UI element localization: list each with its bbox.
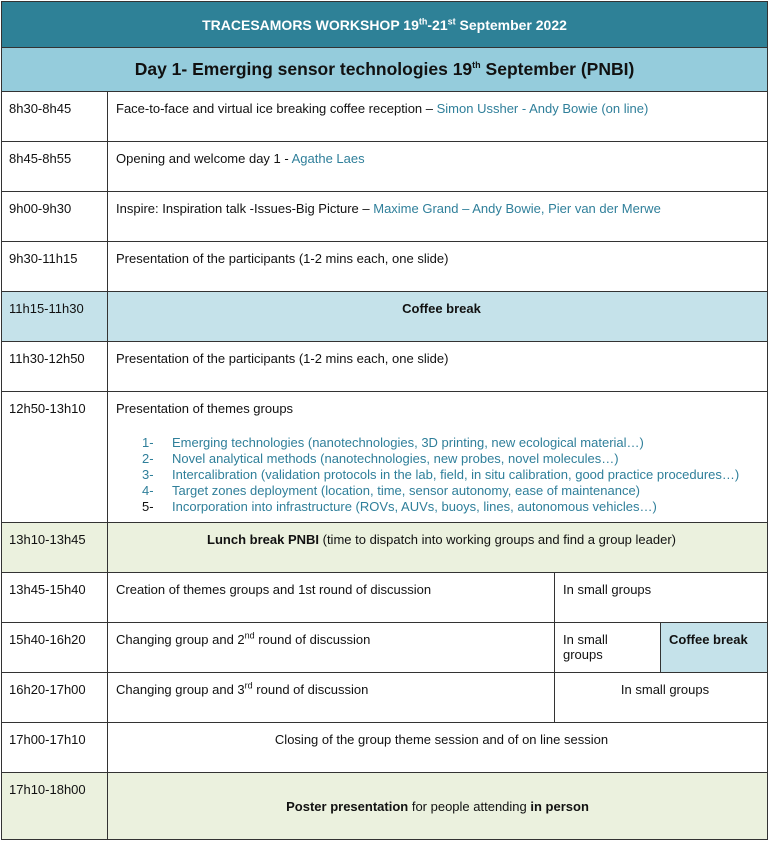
table-row: [2, 773, 768, 840]
time-cell: 11h15-11h30: [2, 292, 108, 342]
time-cell: 9h30-11h15: [2, 242, 108, 292]
table-row: [2, 673, 768, 723]
coffee-break-cell: Coffee break: [108, 292, 768, 342]
table-row: [2, 623, 768, 673]
schedule-table: [1, 1, 768, 840]
activity-cell: Presentation of the participants (1-2 mins each, one slide): [108, 242, 768, 292]
table-row: [2, 192, 768, 242]
table-row: [2, 392, 768, 523]
table-row: [2, 242, 768, 292]
list-item: 2- Novel analytical methods (nanotechnologies, new probes, novel molecules…): [142, 451, 619, 466]
list-item: 5- Incorporation into infrastructure (ROVs, AUVs, buoys, lines, autonomous vehicles…): [142, 499, 657, 514]
table-row: [2, 142, 768, 192]
activity-cell: Creation of themes groups and 1st round of discussion: [108, 573, 555, 623]
time-cell: 8h30-8h45: [2, 92, 108, 142]
list-item: 4- Target zones deployment (location, time, sensor autonomy, ease of maintenance): [142, 483, 641, 498]
poster-cell: Poster presentation for people attending in person: [108, 773, 768, 840]
table-row: [2, 92, 768, 142]
coffee-break-cell: Coffee break: [661, 623, 768, 673]
themes-list: [116, 435, 767, 515]
speaker-names: Simon Ussher - Andy Bowie (on line): [436, 101, 649, 116]
table-row: [2, 723, 768, 773]
day-title: Day 1- Emerging sensor technologies 19th September (PNBI): [2, 48, 768, 92]
time-cell: 12h50-13h10: [2, 392, 108, 523]
time-cell: 15h40-16h20: [2, 623, 108, 673]
small-groups-cell: In small groups: [555, 673, 768, 723]
activity-cell: Changing group and 3rd round of discussion: [108, 673, 555, 723]
activity-cell: Face-to-face and virtual ice breaking coffee reception – Simon Ussher - Andy Bowie (on line): [108, 92, 768, 142]
activity-cell: Closing of the group theme session and of on line session: [108, 723, 768, 773]
table-row: [2, 292, 768, 342]
time-cell: 9h00-9h30: [2, 192, 108, 242]
time-cell: 17h00-17h10: [2, 723, 108, 773]
small-groups-cell: In small groups: [555, 623, 661, 673]
time-cell: 16h20-17h00: [2, 673, 108, 723]
time-cell: 11h30-12h50: [2, 342, 108, 392]
speaker-names: Maxime Grand – Andy Bowie, Pier van der Merwe: [373, 201, 661, 216]
activity-cell: Inspire: Inspiration talk -Issues-Big Picture – Maxime Grand – Andy Bowie, Pier van der Merwe: [108, 192, 768, 242]
time-cell: 17h10-18h00: [2, 773, 108, 840]
small-groups-cell: In small groups: [555, 573, 768, 623]
time-cell: 8h45-8h55: [2, 142, 108, 192]
lunch-cell: Lunch break PNBI (time to dispatch into working groups and find a group leader): [108, 523, 768, 573]
table-row: [2, 342, 768, 392]
list-item: 1- Emerging technologies (nanotechnologies, 3D printing, new ecological material…): [142, 435, 644, 450]
table-row: [2, 523, 768, 573]
time-cell: 13h10-13h45: [2, 523, 108, 573]
time-cell: 13h45-15h40: [2, 573, 108, 623]
workshop-title: TRACESAMORS WORKSHOP 19th-21st September 2022: [2, 2, 768, 48]
speaker-names: Agathe Laes: [291, 151, 365, 166]
list-item: 3- Intercalibration (validation protocols in the lab, field, in situ calibration, good practice procedures…): [142, 467, 740, 482]
activity-cell: Opening and welcome day 1 - Agathe Laes: [108, 142, 768, 192]
activity-cell: Presentation of the participants (1-2 mins each, one slide): [108, 342, 768, 392]
activity-cell: Changing group and 2nd round of discussion: [108, 623, 555, 673]
themes-cell: Presentation of themes groups 1- Emerging technologies (nanotechnologies, 3D printing, new ecological material…) 2- Novel analytical methods (nanotechnologies, new probes, novel molecules…) 3- Intercalibration (validation protocols in the lab, field, in situ calibration, good practice procedures…) 4- Target zones deployment (location, time, sensor autonomy, ease of maintenance) 5- Incorporation into infrastructure (ROVs, AUVs, buoys, lines, autonomous vehicles…): [108, 392, 768, 523]
table-row: [2, 573, 768, 623]
